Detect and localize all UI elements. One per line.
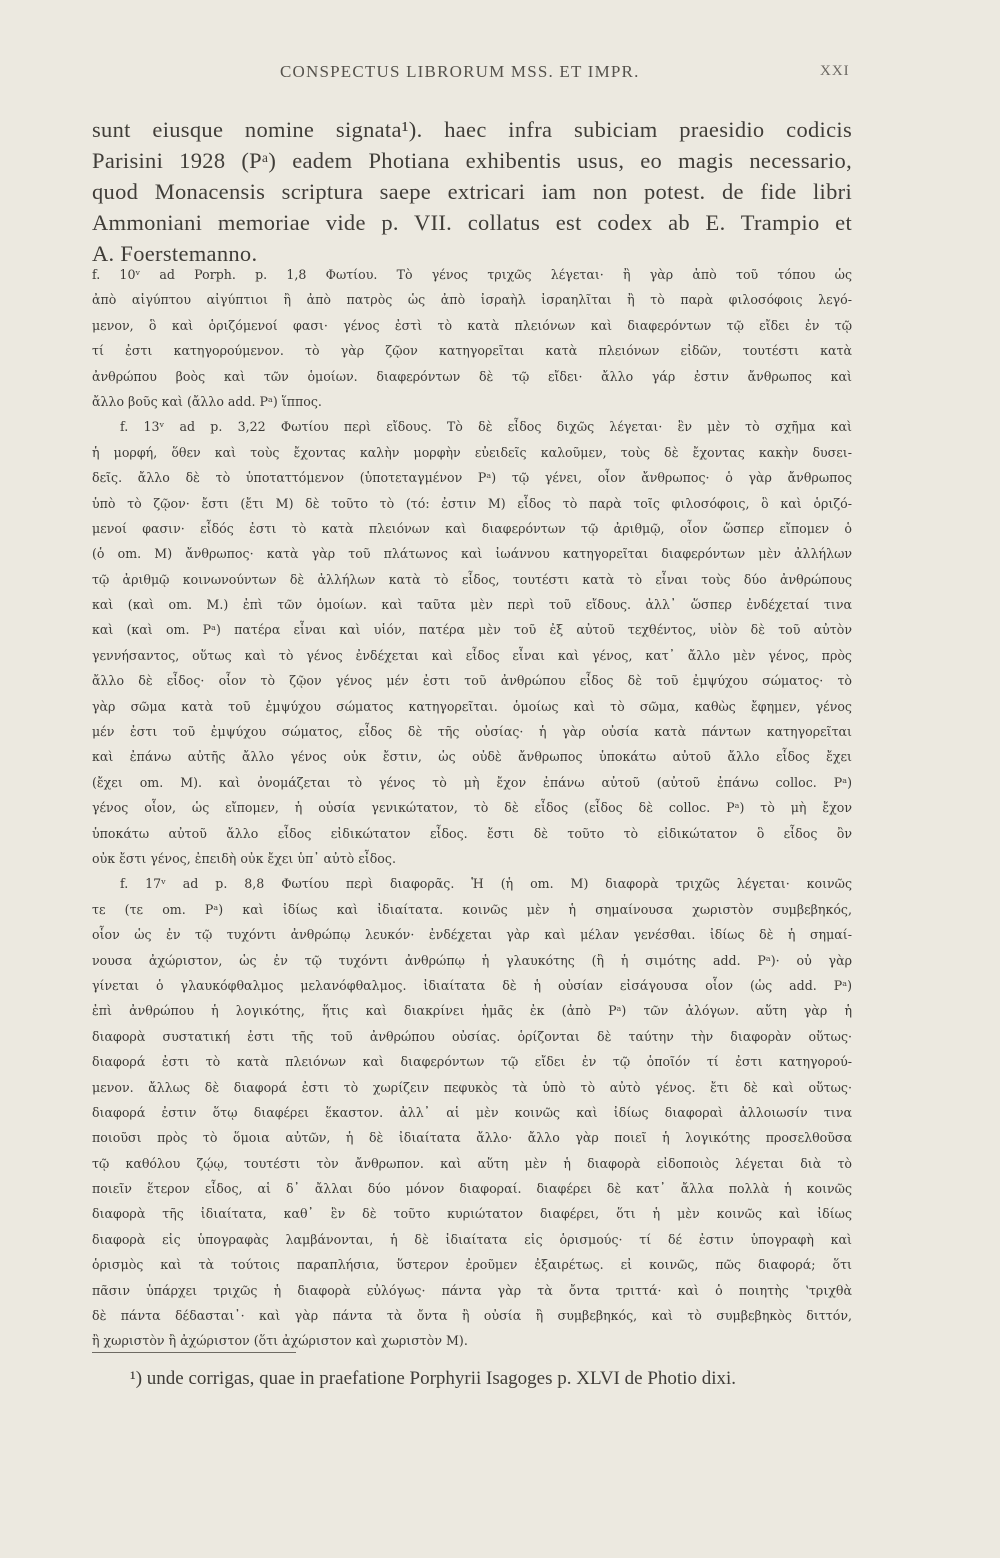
greek-line: οἷον ὡς ἐν τῷ τυχόντι ἀνθρώπῳ λευκόν· ἐνδέχεται γὰρ καὶ μέλαν γενέσθαι. ἰδίως δὲ ἡ σημαί- <box>92 927 852 943</box>
greek-line: ποιεῖν ἕτερον εἶδος, αἱ δ᾽ ἄλλαι δύο μόνον διαφοραί. διαφέρει δὲ κατ᾽ ἄλλα πολλὰ ἡ κοινῶς <box>92 1181 852 1197</box>
greek-line: ποιοῦσι πρὸς τὸ ὅμοια αὐτῶν, ἡ δὲ ἰδιαίτατα ἄλλο· ἄλλο γὰρ ποιεῖ ἡ λογικότης προσελθοῦσα <box>92 1130 852 1146</box>
greek-line: f. 10ᵛ ad Porph. p. 1,8 Φωτίου. Τὸ γένος τριχῶς λέγεται· ἢ γὰρ ἀπὸ τοῦ τόπου ὡς <box>92 267 852 282</box>
footnote-marker: ¹) <box>130 1368 143 1389</box>
footnote-text: unde corrigas, quae in praefatione Porphyrii Isagoges p. XLVI de Photio dixi. <box>146 1368 737 1389</box>
latin-paragraph <box>92 114 852 269</box>
greek-line: ἀπὸ αἰγύπτου αἰγύπτιοι ἢ ἀπὸ πατρὸς ὡς ἀπὸ ἰσραὴλ ἰσραηλῖται ἢ τὸ παρὰ φιλοσόφοις λεγό- <box>92 292 852 308</box>
header-title: CONSPECTUS LIBRORUM MSS. ET IMPR. <box>280 62 640 81</box>
greek-line: διαφορὰ συστατική ἐστι τῆς τοῦ ἀνθρώπου οὐσίας. ὁρίζονται δὲ ταύτην τὴν διαφορὰν οὕτως· <box>92 1028 852 1044</box>
greek-line: δὲ πάντα δέδασται᾽· καὶ γὰρ πάντα τὰ ὄντα ἢ οὐσία ἢ συμβεβηκός, καὶ τὸ συμβεβηκὸς διττόν, <box>92 1308 852 1324</box>
greek-line: πᾶσιν ὑπάρχει τριχῶς ἡ διαφορὰ εὐλόγως· πάντα γὰρ τὰ ὄντα τριττά· καὶ ὁ ποιητὴς ʽτριχθὰ <box>92 1282 852 1298</box>
greek-line: ἢ χωριστὸν ἢ ἀχώριστον (ὅτι ἀχώριστον καὶ χωριστὸν M). <box>92 1333 468 1349</box>
footnote <box>130 1366 860 1392</box>
greek-line: διαφορὰ τῆς ἰδιαίτατα, καθ᾽ ἓν δὲ τοῦτο κυριώτατον διαφέρει, ὅτι ἡ μὲν κοινῶς καὶ ἰδίως <box>92 1206 852 1222</box>
greek-line: ἄλλο δὲ εἶδος· οἷον τὸ ζῷον γένος μέν ἐστι τοῦ ἀνθρώπου εἶδος δὲ τοῦ ἐμψύχου σώματος· τὸ <box>92 673 852 689</box>
page-number: XXI <box>820 63 850 79</box>
greek-line: δεῖς. ἄλλο δὲ τὸ ὑποταττόμενον (ὑποτεταγμένον Pᵃ) τῷ γένει, οἷον ἄνθρωπος· ὁ γὰρ ἄνθρωπος <box>92 470 852 486</box>
greek-line: ὑπὸ τὸ ζῷον· ἔστι (ἔτι M) δὲ τοῦτο τὸ (τό: ἐστιν M) εἶδος τὸ παρὰ τοῖς φιλοσόφοις, ὃ καὶ ὁριζό- <box>92 495 852 511</box>
greek-line: μενοί φασιν· εἶδός ἐστι τὸ κατὰ πλειόνων καὶ διαφερόντων τῷ ἀριθμῷ, οἷον ὥσπερ εἴπομεν ὁ <box>92 520 852 536</box>
greek-line: ἀνθρώπου βοὸς καὶ τῶν ὁμοίων. διαφερόντων δὲ τῷ εἴδει· ἄλλο γάρ ἐστιν ἄνθρωπος καὶ <box>92 368 852 384</box>
greek-line: διαφορὰ εἰς ὑπογραφὰς λαμβάνονται, ἡ δὲ ἰδιαίτατα εἰς ὁρισμούς· τί δέ ἐστιν ὑπογραφὴ καὶ <box>92 1231 852 1247</box>
greek-line: διαφορά ἐστιν ὅτῳ διαφέρει ἕκαστον. ἀλλ᾽ αἱ μὲν κοινῶς καὶ ἰδίως διαφοραὶ ἀλλοιωσίν τινα <box>92 1104 852 1120</box>
greek-line: τῷ ἀριθμῷ κοινωνούντων δὲ ἀλλήλων κατὰ τὸ εἶδος, τουτέστι κατὰ τὸ εἶναι τοὺς δύο ἀνθρώπους <box>92 571 852 587</box>
greek-line: ἄλλο βοῦς καὶ (ἄλλο add. Pᵃ) ἵππος. <box>92 393 322 409</box>
greek-text-block <box>92 262 852 1354</box>
greek-line: f. 13ᵛ ad p. 3,22 Φωτίου περὶ εἴδους. Τὸ δὲ εἶδος διχῶς λέγεται· ἓν μὲν τὸ σχῆμα καὶ <box>120 419 852 435</box>
greek-line: f. 17ᵛ ad p. 8,8 Φωτίου περὶ διαφορᾶς. Ἡ (ἡ om. M) διαφορὰ τριχῶς λέγεται· κοινῶς <box>120 876 852 892</box>
latin-line: A. Foerstemanno. <box>92 241 258 266</box>
latin-line: sunt eiusque nomine signata¹). haec infra subiciam praesidio codicis <box>92 117 852 142</box>
greek-line: γίνεται ὁ γλαυκόφθαλμος μελανόφθαλμος. ἰδιαίτατα δὲ ἡ οὐσίαν εἰσάγουσα οἷον (ὡς add. Pᵃ) <box>92 977 852 993</box>
greek-line: ἡ μορφή, ὅθεν καὶ τοὺς ἔχοντας καλὴν μορφὴν εὐειδεῖς καλοῦμεν, τοὺς δὲ ἔχοντας κακὴν δυσει- <box>92 444 852 460</box>
greek-line: ἐπὶ ἀνθρώπου ἡ λογικότης, ἥτις καὶ διακρίνει ἡμᾶς ἐκ (ἀπὸ Pᵃ) τῶν ἀλόγων. αὕτη γὰρ ἡ <box>92 1003 852 1019</box>
greek-line: οὐκ ἔστι γένος, ἐπειδὴ οὐκ ἔχει ὑπ᾽ αὐτὸ εἶδος. <box>92 850 396 866</box>
latin-line: Parisini 1928 (Pᵃ) eadem Photiana exhibentis usus, eo magis necessario, <box>92 148 852 173</box>
greek-line: (ἔχει om. M). καὶ ὀνομάζεται τὸ γένος τὸ μὴ ἔχον ἐπάνω αὐτοῦ (αὐτοῦ ἐπάνω colloc. Pᵃ) <box>92 774 852 790</box>
latin-line: Ammoniani memoriae vide p. VII. collatus est codex ab E. Trampio et <box>92 210 852 235</box>
greek-line: τί ἐστι κατηγορούμενον. τὸ γὰρ ζῷον κατηγορεῖται κατὰ πλειόνων εἰδῶν, τουτέστι κατὰ <box>92 343 852 359</box>
running-header <box>0 62 1000 92</box>
greek-line: ὑποκάτω αὐτοῦ ἄλλο εἶδος εἰδικώτατον εἶδος. ἔστι δὲ τοῦτο τὸ εἰδικώτατον ὃ εἶδος ὂν <box>92 825 852 841</box>
greek-line: νουσα ἀχώριστον, ὡς ἐν τῷ τυχόντι ἀνθρώπῳ ἡ γλαυκότης (ἢ ἡ σιμότης add. Pᵃ)· οὐ γὰρ <box>92 952 852 968</box>
footnote-rule <box>92 1352 296 1353</box>
greek-line: γὰρ σῶμα κατὰ τοῦ ἐμψύχου σώματος κατηγορεῖται. ὁμοίως καὶ τὸ σῶμα, καθὼς ἔφημεν, γένος <box>92 698 852 714</box>
greek-line: διαφορά ἐστι τὸ κατὰ πλειόνων καὶ διαφερόντων τῷ εἴδει ἐν τῷ ὁποῖόν τί ἐστι κατηγορού- <box>92 1054 852 1070</box>
greek-line: γένος οἷον, ὡς εἴπομεν, ἡ οὐσία γενικώτατον, τὸ δὲ εἶδος (εἶδος δὲ colloc. Pᵃ) τὸ μὴ ἔχον <box>92 800 852 816</box>
greek-line: καὶ (καὶ om. M.) ἐπὶ τῶν ὁμοίων. καὶ ταῦτα μὲν περὶ τοῦ εἴδους. ἀλλ᾽ ὥσπερ ἐνδέχεταί τινα <box>92 597 852 613</box>
greek-line: μέν ἐστι τοῦ ἐμψύχου σώματος, εἶδος δὲ τῆς οὐσίας· ἡ γὰρ οὐσία κατὰ πάντων κατηγορεῖται <box>92 724 852 740</box>
greek-line: καὶ (καὶ om. Pᵃ) πατέρα εἶναι καὶ υἱόν, πατέρα μὲν τοῦ ἐξ αὐτοῦ τεχθέντος, υἱὸν δὲ τοῦ αὐτὸν <box>92 622 852 638</box>
greek-line: ὁρισμὸς καὶ τὰ τούτοις παραπλήσια, ὕστερον ἐροῦμεν ἐξαιρέτως. εἰ κοινῶς, πῶς διαφορά; ὅτι <box>92 1257 852 1273</box>
greek-line: τε (τε om. Pᵃ) καὶ ἰδίως καὶ ἰδιαίτατα. κοινῶς μὲν ἡ σημαίνουσα χωριστὸν συμβεβηκός, <box>92 901 852 917</box>
greek-line: μενον, ὃ καὶ ὁριζόμενοί φασι· γένος ἐστὶ τὸ κατὰ πλειόνων καὶ διαφερόντων τῷ εἴδει ἐν τῷ <box>92 317 852 333</box>
greek-line: μενον. ἄλλως δὲ διαφορά ἐστι τὸ χωρίζειν πεφυκὸς τὰ ὑπὸ τὸ αὐτὸ γένος. ἔτι δὲ καὶ οὕτως· <box>92 1079 852 1095</box>
greek-line: (ὁ om. M) ἄνθρωπος· κατὰ γὰρ τοῦ πλάτωνος καὶ ἰωάννου κατηγορεῖται διαφερόντων μὲν ἀλλήλων <box>92 546 852 562</box>
greek-line: καὶ ἐπάνω αὐτῆς ἄλλο γένος οὐκ ἔστιν, ὡς οὐδὲ ἄνθρωπος ὑποκάτω αὐτοῦ ἄλλο εἶδος ἔχει <box>92 749 852 765</box>
greek-line: τῷ καθόλου ζῴῳ, τουτέστι τὸν ἄνθρωπον. καὶ αὕτη μὲν ἡ διαφορὰ εἰδοποιὸς λέγεται διὰ τὸ <box>92 1155 852 1171</box>
greek-line: γεννήσαντος, οὕτως καὶ τὸ γένος ἐνδέχεται καὶ εἶδος εἶναι καὶ γένος, κατ᾽ ἄλλο μὲν γένος, πρὸς <box>92 647 852 663</box>
latin-line: quod Monacensis scriptura saepe extricari iam non potest. de fide libri <box>92 179 852 204</box>
